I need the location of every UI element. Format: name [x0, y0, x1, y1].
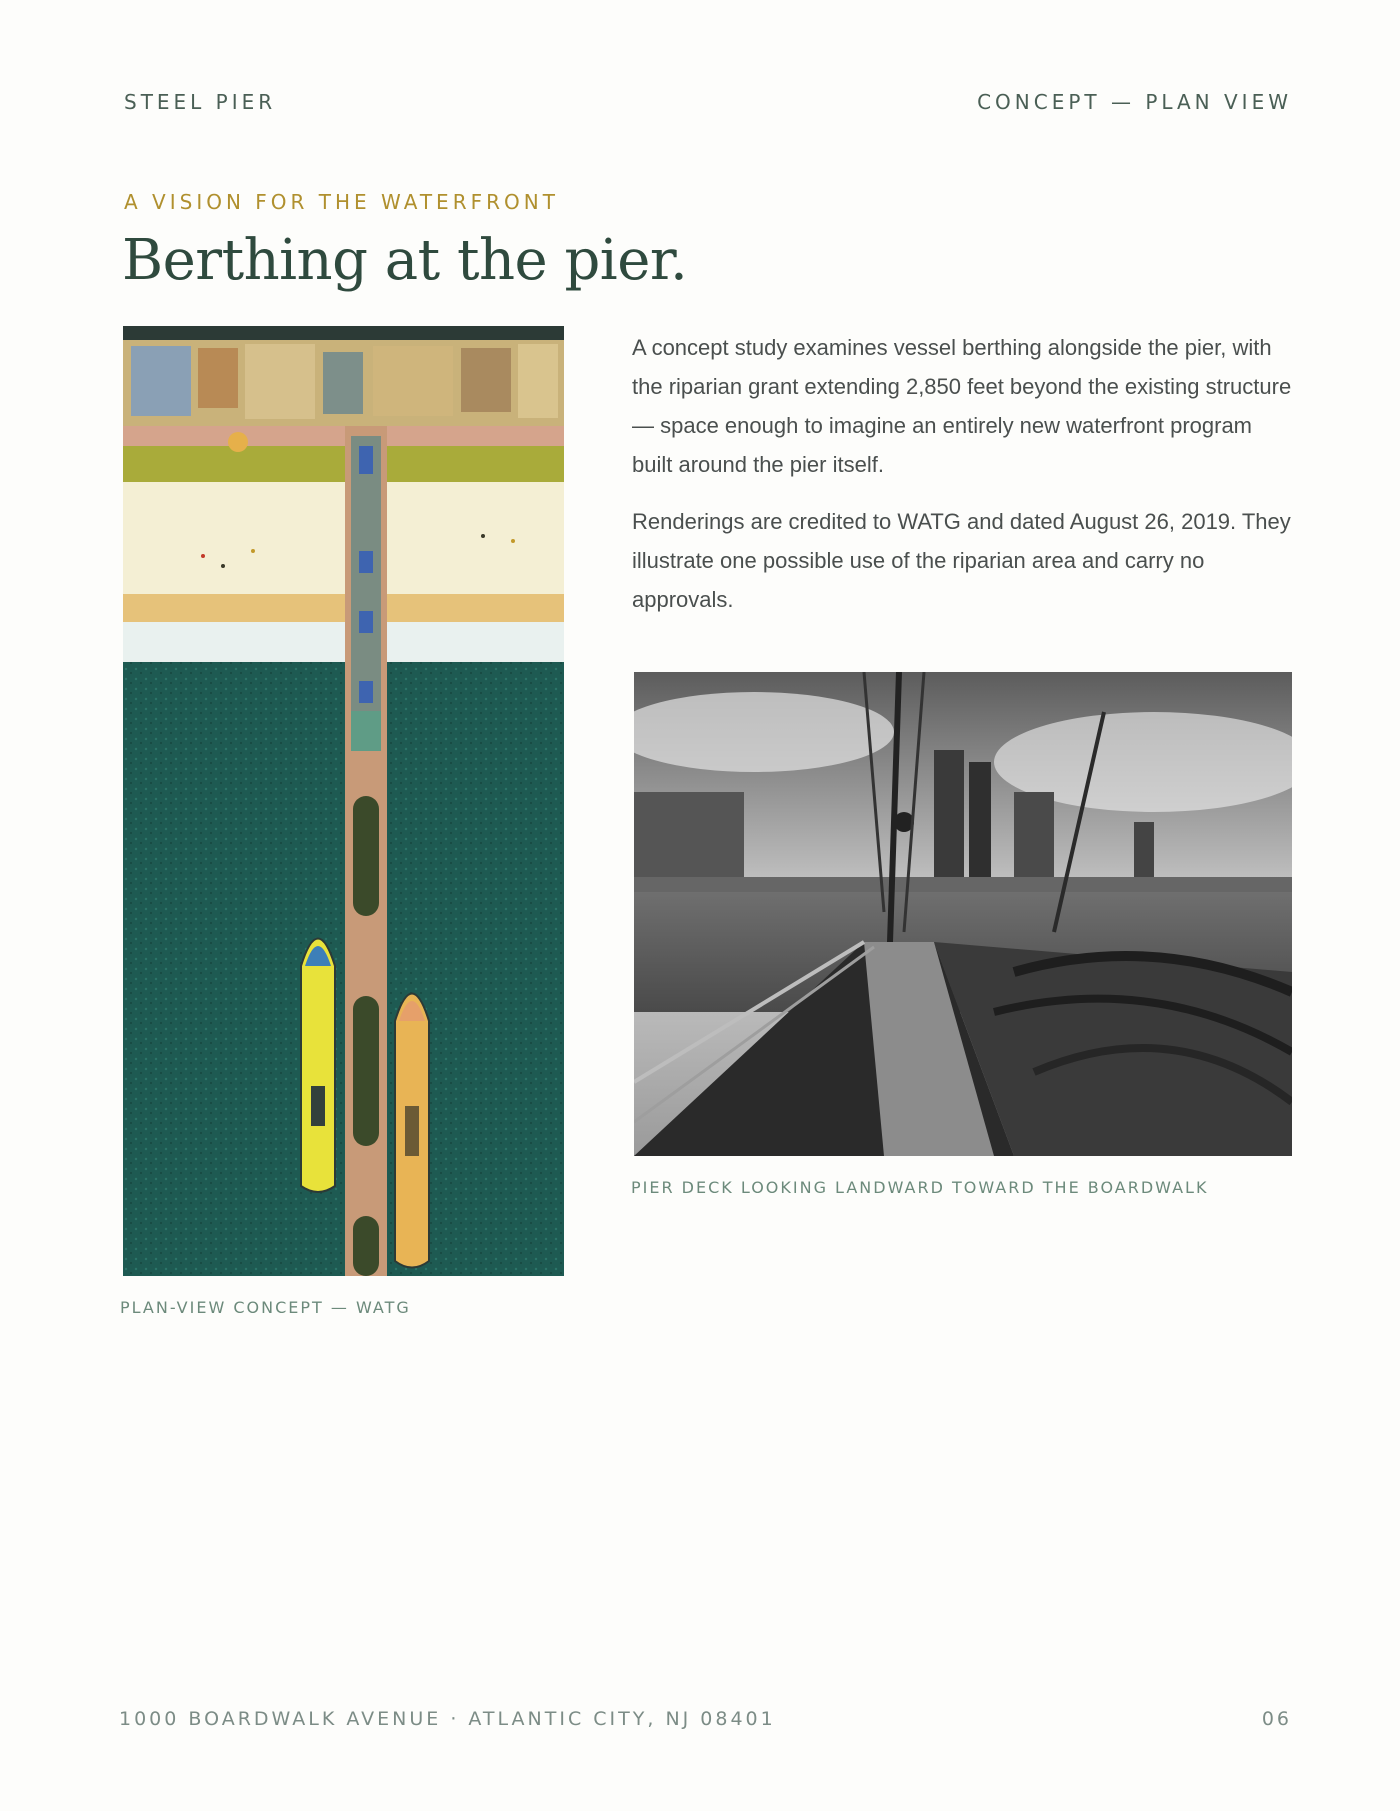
photo-caption: PIER DECK LOOKING LANDWARD TOWARD THE BOARDWALK [631, 1178, 1209, 1197]
body-paragraph-1: A concept study examines vessel berthing alongside the pier, with the riparian grant extending 2,850 feet beyond the existing structure — space enough to imagine an entirely new waterfront program built around the pier itself. [632, 335, 1292, 477]
running-header-right: CONCEPT — PLAN VIEW [977, 90, 1292, 114]
page-number: 06 [1261, 1708, 1292, 1730]
plan-caption: PLAN-VIEW CONCEPT — WATG [120, 1298, 411, 1317]
body-paragraph-2: Renderings are credited to WATG and dated August 26, 2019. They illustrate one possible use of the riparian area and carry no approvals. [632, 509, 1291, 612]
running-header-left: STEEL PIER [124, 90, 277, 114]
footer-address: 1000 BOARDWALK AVENUE · ATLANTIC CITY, NJ 08401 [119, 1708, 776, 1730]
plan-view-rendering [123, 326, 564, 1276]
page-title: Berthing at the pier. [122, 228, 688, 293]
body-copy [632, 328, 1292, 637]
section-eyebrow: A VISION FOR THE WATERFRONT [124, 190, 559, 214]
pier-deck-photo [634, 672, 1292, 1156]
